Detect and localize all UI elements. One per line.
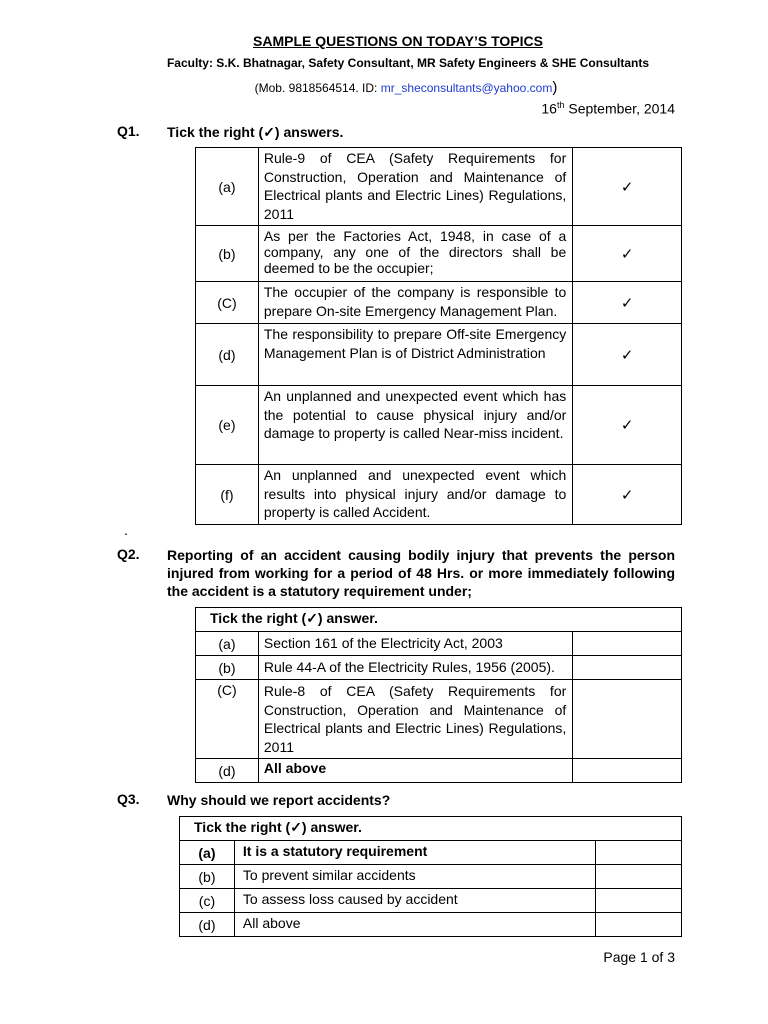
q3-answer-cell[interactable]: [596, 889, 682, 913]
date-day: 16: [541, 100, 557, 117]
q1-row-label: (d): [196, 324, 259, 386]
q1-row-statement: An unplanned and unexpected event which has the potential to cause physical injury and/or damage to property is called Near-miss incident.: [258, 386, 572, 465]
q3-header-row: [180, 817, 682, 841]
tick-mark-icon[interactable]: ✓: [573, 282, 682, 324]
q1-row-statement: An unplanned and unexpected event which results into physical injury and/or damage to property is called Accident.: [258, 465, 572, 525]
q1-row-label: (b): [196, 226, 259, 282]
q2-row-option: Rule 44-A of the Electricity Rules, 1956 (2005).: [258, 656, 572, 680]
faculty-line: Faculty: S.K. Bhatnagar, Safety Consultant, MR Safety Engineers & SHE Consultants: [166, 56, 650, 70]
page-title: SAMPLE QUESTIONS ON TODAY’S TOPICS: [253, 33, 543, 49]
date-month-year: September, 2014: [564, 100, 675, 117]
q1-row: [196, 282, 682, 324]
q2-row-option: Section 161 of the Electricity Act, 2003: [258, 632, 572, 656]
q3-row-label: (a): [180, 841, 235, 865]
q3-row-option: To assess loss caused by accident: [234, 889, 595, 913]
q3-row: [180, 889, 682, 913]
q3-table: [179, 816, 682, 937]
q2-row: [196, 632, 682, 656]
q1-row: [196, 465, 682, 525]
q3-answer-cell[interactable]: [596, 913, 682, 937]
q1-number: Q1.: [117, 123, 140, 139]
q3-row-label: (d): [180, 913, 235, 937]
q1-row: [196, 148, 682, 226]
q2-row-label: (a): [196, 632, 259, 656]
q3-answer-cell[interactable]: [596, 865, 682, 889]
q1-table: [195, 147, 682, 525]
q1-row-statement: The responsibility to prepare Off-site Emergency Management Plan is of District Administration: [258, 324, 572, 386]
q1-row: [196, 324, 682, 386]
q2-table-header: Tick the right (✓) answer.: [196, 608, 682, 632]
q2-row-label: (d): [196, 759, 259, 783]
tick-mark-icon[interactable]: ✓: [573, 465, 682, 525]
tick-mark-icon[interactable]: ✓: [573, 324, 682, 386]
q2-answer-cell[interactable]: [573, 656, 682, 680]
q1-question: Tick the right (✓) answers.: [167, 124, 344, 140]
q3-table-header: Tick the right (✓) answer.: [180, 817, 682, 841]
date-suffix: th: [556, 100, 565, 110]
q3-number: Q3.: [117, 791, 140, 807]
q3-row-option: All above: [234, 913, 595, 937]
q3-row: [180, 913, 682, 937]
q2-number: Q2.: [117, 546, 140, 562]
q2-header-row: [196, 608, 682, 632]
tick-mark-icon[interactable]: ✓: [573, 148, 682, 226]
q2-row: [196, 656, 682, 680]
contact-close-paren: ): [552, 79, 558, 96]
q1-row-statement: As per the Factories Act, 1948, in case of a company, any one of the directors shall be deemed to be the occupier;: [258, 226, 572, 282]
q2-row: [196, 759, 682, 783]
q1-row-label: (f): [196, 465, 259, 525]
q2-question-line: injured from working for a period of 48 Hrs. or more immediately following: [167, 565, 675, 581]
q1-row-label: (a): [196, 148, 259, 226]
mobile-text: (Mob. 9818564514. ID:: [254, 81, 381, 95]
q2-row-option: Rule-8 of CEA (Safety Requirements for Construction, Operation and Maintenance of Electrical plants and Electric Lines) Regulations, 2011: [258, 680, 572, 759]
q3-row-label: (c): [180, 889, 235, 913]
q3-row: [180, 865, 682, 889]
q3-row: [180, 841, 682, 865]
q1-row: [196, 386, 682, 465]
q2-table: [195, 607, 682, 783]
q3-answer-cell[interactable]: [596, 841, 682, 865]
q2-answer-cell[interactable]: [573, 759, 682, 783]
q3-row-option: It is a statutory requirement: [234, 841, 595, 865]
q1-row-statement: The occupier of the company is responsible to prepare On-site Emergency Management Plan.: [258, 282, 572, 324]
q2-row-option: All above: [258, 759, 572, 783]
separator-dot: .: [124, 522, 128, 538]
contact-line: [0, 79, 768, 96]
q1-row-label: (C): [196, 282, 259, 324]
q1-row-label: (e): [196, 386, 259, 465]
q1-row-statement: Rule-9 of CEA (Safety Requirements for Construction, Operation and Maintenance of Electrical plants and Electric Lines) Regulations, 2011: [258, 148, 572, 226]
q3-question: Why should we report accidents?: [167, 792, 391, 808]
q2-row: [196, 680, 682, 759]
page-number: Page 1 of 3: [603, 949, 675, 965]
document-date: [541, 100, 675, 117]
q2-question-line: the accident is a statutory requirement under;: [167, 583, 472, 599]
q2-question: [167, 546, 675, 600]
email-link[interactable]: mr_sheconsultants@yahoo.com: [380, 81, 553, 95]
q3-row-label: (b): [180, 865, 235, 889]
tick-mark-icon[interactable]: ✓: [573, 226, 682, 282]
q1-row: [196, 226, 682, 282]
q2-question-line: Reporting of an accident causing bodily injury that prevents the person: [167, 547, 675, 563]
tick-mark-icon[interactable]: ✓: [573, 386, 682, 465]
q2-answer-cell[interactable]: [573, 632, 682, 656]
q2-answer-cell[interactable]: [573, 680, 682, 759]
q2-row-label: (b): [196, 656, 259, 680]
q3-row-option: To prevent similar accidents: [234, 865, 595, 889]
q2-row-label: (C): [196, 680, 259, 759]
